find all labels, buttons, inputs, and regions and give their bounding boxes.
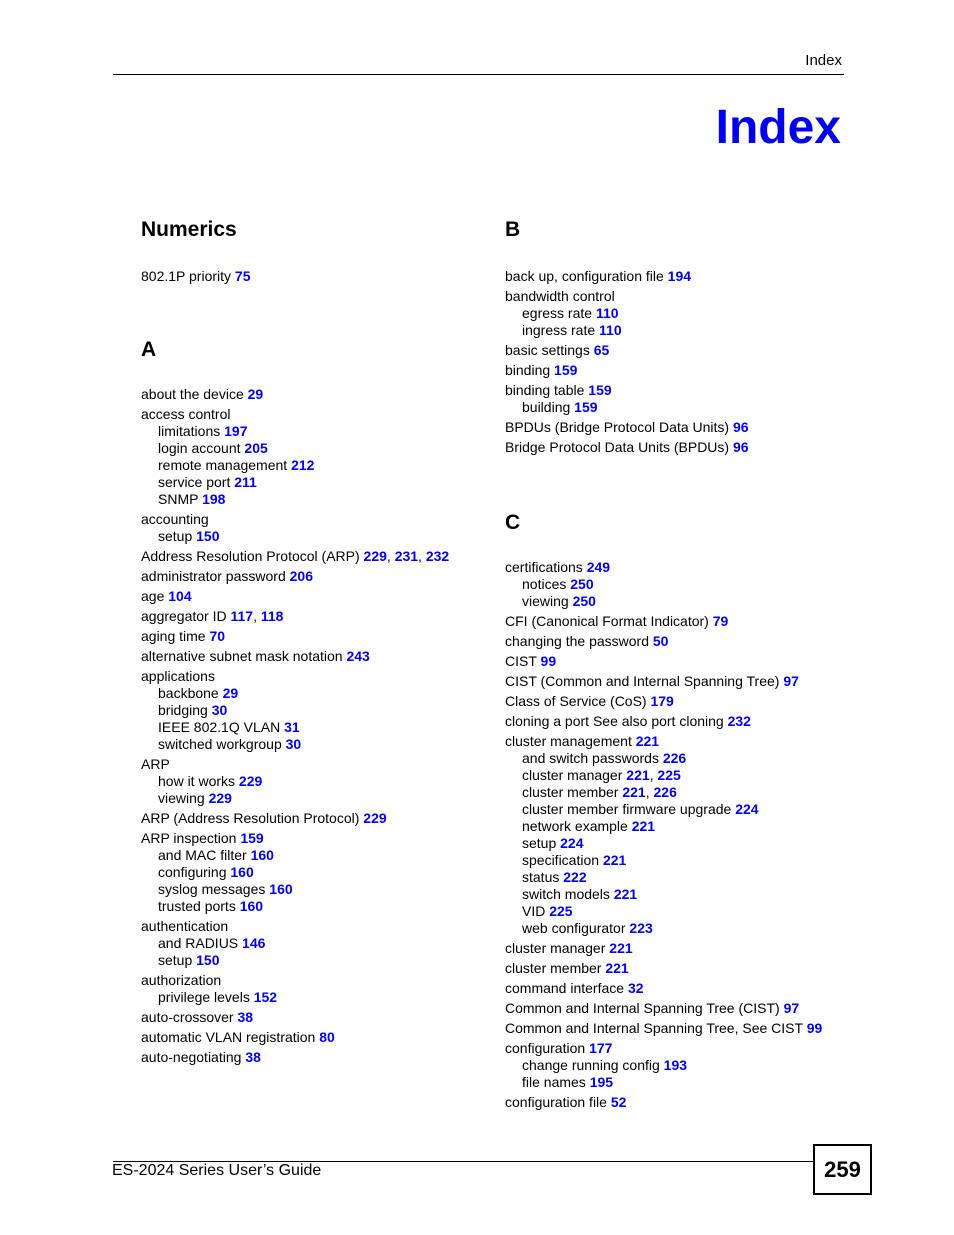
index-term: ARP (Address Resolution Protocol) [141,810,360,826]
index-subentry [141,474,481,491]
index-entry [141,1029,481,1046]
index-subentry [141,952,481,969]
page-link[interactable]: 225 [657,767,681,783]
index-subentry [141,719,481,736]
page-link[interactable]: 118 [260,608,284,624]
page-link[interactable]: 80 [319,1029,335,1045]
page-link[interactable]: 160 [269,881,293,897]
index-entry-group [505,1040,845,1091]
index-entry [505,382,845,399]
index-entry [505,559,845,576]
index-term: Class of Service (CoS) [505,693,647,709]
index-entry-group [141,628,481,645]
index-subentry [141,881,481,898]
page-link[interactable]: 110 [599,322,622,338]
page-link[interactable]: 232 [727,713,751,729]
index-term: service port [158,474,231,490]
index-entry [141,568,481,585]
index-term: privilege levels [158,989,250,1005]
page-link[interactable]: 99 [540,653,557,669]
index-term: IEEE 802.1Q VLAN [158,719,281,735]
page-link[interactable]: 79 [712,613,729,629]
page-link[interactable]: 221 [626,767,650,783]
index-entry-group [141,756,481,807]
page-link[interactable]: 30 [211,702,228,718]
index-entry-group [141,648,481,665]
index-term: Common and Internal Spanning Tree (CIST) [505,1000,780,1016]
page-link[interactable]: 194 [667,268,692,284]
index-subentry [505,322,845,339]
page-link[interactable]: 75 [234,268,251,284]
page-link[interactable]: 117 [230,608,254,624]
index-term: accounting [141,511,209,527]
index-subentry [505,399,845,416]
page-link[interactable]: 52 [610,1094,627,1110]
page-link[interactable]: 160 [250,847,274,863]
index-subentry [141,440,481,457]
index-entry [505,713,845,730]
index-entry-group [141,668,481,753]
index-entry [505,613,845,630]
page-link[interactable]: 212 [291,457,315,473]
index-term: web configurator [522,920,626,936]
index-entry [505,980,845,997]
page-link[interactable]: 221 [605,960,629,976]
index-entry-group [505,439,845,456]
index-entry-group [505,613,845,630]
index-subentry [505,801,845,818]
index-subentry [141,528,481,545]
section-letter-b: B [505,218,521,241]
index-subentry [141,736,481,753]
index-term: syslog messages [158,881,266,897]
index-term: cloning a port See also port cloning [505,713,724,729]
index-subentry [141,989,481,1006]
index-entry [505,1000,845,1017]
index-entry-group [505,288,845,339]
index-entry [505,439,845,456]
index-term: cluster member [522,784,619,800]
index-entry-group [505,382,845,416]
index-entry [141,511,481,528]
index-term: about the device [141,386,244,402]
index-entry [141,1049,481,1066]
page-link[interactable]: 243 [346,648,370,664]
index-subentry [505,818,845,835]
page-link[interactable]: 31 [284,719,300,735]
index-entry-group [505,653,845,670]
page-link[interactable]: 229 [238,773,263,789]
index-entry-group [141,830,481,915]
index-entry-group [505,693,845,710]
index-term: cluster manager [505,940,606,956]
index-term: and switch passwords [522,750,659,766]
index-term: switched workgroup [158,736,282,752]
index-subentry [505,576,845,593]
index-entry [141,1009,481,1026]
index-term: command interface [505,980,625,996]
index-entry-group [505,733,845,937]
index-entry-group [141,588,481,605]
index-term: remote management [158,457,288,473]
section-entries-a [141,386,481,1066]
index-entry [141,406,481,423]
index-entry [141,830,481,847]
index-term: age [141,588,165,604]
index-entry-group [505,268,845,285]
index-term: cluster manager [522,767,623,783]
index-entry-group [141,511,481,545]
index-term: bridging [158,702,208,718]
index-term: auto-negotiating [141,1049,242,1065]
index-subentry [141,773,481,790]
running-header-label: Index [805,52,842,69]
index-entry-group [141,386,481,403]
page-link[interactable]: 250 [572,593,596,609]
page-link[interactable]: 224 [560,835,584,851]
index-entry-group [505,342,845,359]
index-entry [505,268,845,285]
index-term: setup [158,528,193,544]
index-term: authentication [141,918,229,934]
section-letter-numerics: Numerics [141,218,237,241]
index-entry-group [505,1094,845,1111]
index-term: and RADIUS [158,935,239,951]
index-term: authorization [141,972,222,988]
index-term: SNMP [158,491,199,507]
page-link[interactable]: 150 [196,528,220,544]
page-link[interactable]: 97 [783,673,799,689]
index-term: CIST [505,653,537,669]
index-entry-group [141,1009,481,1026]
index-term: how it works [158,773,236,789]
section-entries-numerics [141,268,481,285]
index-entry [141,628,481,645]
index-term: basic settings [505,342,590,358]
index-entry [141,668,481,685]
index-term: ARP [141,756,170,772]
page-link[interactable]: 159 [554,362,578,378]
index-entry [141,918,481,935]
page-link[interactable]: 160 [230,864,254,880]
page-title: Index [715,101,841,154]
index-entry [141,972,481,989]
index-term: CIST (Common and Internal Spanning Tree) [505,673,780,689]
page-link[interactable]: 160 [239,898,264,914]
index-term: cluster member [505,960,602,976]
index-term: setup [522,835,557,851]
index-subentry [141,864,481,881]
index-subentry [141,847,481,864]
index-term: specification [522,852,600,868]
index-term: Bridge Protocol Data Units (BPDUs) [505,439,730,455]
index-term: switch models [522,886,610,902]
page-link[interactable]: 177 [589,1040,613,1056]
page-link[interactable]: 223 [629,920,653,936]
index-entry-group [505,419,845,436]
index-entry [505,288,845,305]
page-link[interactable]: 198 [202,491,226,507]
page-link[interactable]: 221 [631,818,656,834]
index-entry [505,960,845,977]
index-term: access control [141,406,231,422]
index-entry: aggregator ID 117, 118 [141,608,284,624]
index-entry-group [141,972,481,1006]
index-entry [141,648,481,665]
index-subentry [505,835,845,852]
index-term: 802.1P priority [141,268,232,284]
index-subentry [505,903,845,920]
page-link[interactable]: 65 [593,342,610,358]
index-subentry [505,1074,845,1091]
page-link[interactable]: 225 [549,903,573,919]
index-subentry [141,935,481,952]
index-term: automatic VLAN registration [141,1029,316,1045]
page-link[interactable]: 229 [363,810,387,826]
index-term: limitations [158,423,221,439]
index-entry-group [141,268,481,285]
page-link[interactable]: 197 [224,423,248,439]
index-term: certifications [505,559,583,575]
index-term: aggregator ID [141,608,227,624]
page-link[interactable]: 211 [234,474,257,490]
index-term: change running config [522,1057,660,1073]
index-term: VID [522,903,546,919]
page-link[interactable]: 229 [363,548,387,564]
page-link[interactable]: 159 [240,830,264,846]
page-link[interactable]: 226 [662,750,687,766]
index-entry [505,940,845,957]
page-link[interactable]: 104 [168,588,192,604]
page-link[interactable]: 38 [237,1009,254,1025]
index-term: egress rate [522,305,593,321]
page-link[interactable]: 32 [627,980,644,996]
index-term: CFI (Canonical Format Indicator) [505,613,709,629]
index-entry [141,386,481,403]
index-entry [505,362,845,379]
index-entry [505,693,845,710]
index-term: setup [158,952,193,968]
page-link[interactable]: 97 [783,1000,800,1016]
index-entry-group [505,362,845,379]
index-entry-group [505,713,845,730]
index-subentry [505,305,845,322]
index-term: login account [158,440,241,456]
index-subentry [505,869,845,886]
index-entry-group [141,548,481,565]
page-link[interactable]: 206 [289,568,313,584]
index-entry-group [141,1029,481,1046]
index-entry [141,588,481,605]
index-entry: Address Resolution Protocol (ARP) 229, 231, 232 [141,548,450,564]
index-entry-group [505,980,845,997]
index-subentry [505,750,845,767]
page-link[interactable]: 70 [209,628,226,644]
index-term: viewing [158,790,205,806]
index-entry [505,342,845,359]
index-subentry: cluster member 221, 226 [522,784,677,800]
index-term: aging time [141,628,206,644]
header-rule [113,74,844,75]
page-link[interactable]: 224 [735,801,759,817]
section-letter-c: C [505,511,521,534]
index-entry [505,1094,845,1111]
index-term: network example [522,818,628,834]
index-entry [141,756,481,773]
index-term: viewing [522,593,569,609]
page-link[interactable]: 29 [222,685,239,701]
index-entry [141,268,481,285]
index-subentry [505,593,845,610]
index-entry-group [141,608,481,625]
index-entry-group [141,406,481,508]
page-link[interactable]: 221 [635,733,660,749]
page-link[interactable]: 30 [285,736,302,752]
page-link[interactable]: 38 [245,1049,261,1065]
index-term: status [522,869,560,885]
page-link[interactable]: 229 [208,790,232,806]
index-entry [141,810,481,827]
index-entry [505,1040,845,1057]
page-link[interactable]: 221 [622,784,646,800]
index-term: configuration file [505,1094,607,1110]
index-term: configuring [158,864,227,880]
index-term: Common and Internal Spanning Tree, See CIST [505,1020,803,1036]
index-term: backbone [158,685,219,701]
page-link[interactable]: 231 [394,548,419,564]
index-term: cluster member firmware upgrade [522,801,732,817]
index-term: BPDUs (Bridge Protocol Data Units) [505,419,730,435]
index-subentry [141,702,481,719]
page-number: 259 [813,1144,872,1195]
index-entry-group [141,810,481,827]
page-link[interactable]: 232 [425,548,450,564]
index-subentry [141,457,481,474]
page-link[interactable]: 226 [653,784,677,800]
page-link[interactable]: 221 [602,852,627,868]
index-term: and MAC filter [158,847,247,863]
index-entry-group [505,633,845,650]
page-link[interactable]: 195 [589,1074,614,1090]
index-entry [505,653,845,670]
index-entry-group [141,1049,481,1066]
index-term: binding [505,362,551,378]
index-subentry [505,886,845,903]
page-link[interactable]: 96 [732,419,749,435]
page-link[interactable]: 222 [563,869,587,885]
page-link[interactable]: 221 [613,886,638,902]
page-link[interactable]: 99 [806,1020,823,1036]
index-term: trusted ports [158,898,236,914]
page-link[interactable]: 29 [247,386,264,402]
index-term: binding table [505,382,585,398]
page-link[interactable]: 221 [609,940,633,956]
page-link[interactable]: 110 [595,305,619,321]
page-link[interactable]: 249 [586,559,611,575]
index-subentry [505,920,845,937]
index-term: back up, configuration file [505,268,664,284]
index-entry [505,1020,845,1037]
index-term: auto-crossover [141,1009,234,1025]
index-subentry [505,1057,845,1074]
index-term: applications [141,668,215,684]
index-term: cluster management [505,733,632,749]
index-entry-group [505,559,845,610]
index-entry-group [505,673,845,690]
section-entries-c [505,559,845,1111]
index-subentry [141,491,481,508]
page-link[interactable]: 159 [574,399,598,415]
page-link[interactable]: 152 [253,989,278,1005]
index-subentry [141,685,481,702]
index-entry-group [505,1000,845,1017]
index-term: alternative subnet mask notation [141,648,343,664]
index-term: bandwidth control [505,288,615,304]
page-link[interactable]: 250 [570,576,594,592]
index-entry-group [505,1020,845,1037]
index-entry-group [505,960,845,977]
index-entry [505,419,845,436]
index-entry-group [141,568,481,585]
index-term: configuration [505,1040,586,1056]
footer-guide-title: ES-2024 Series User’s Guide [112,1162,322,1179]
index-subentry [141,898,481,915]
page-link[interactable]: 50 [652,633,669,649]
index-subentry [141,423,481,440]
page-link[interactable]: 96 [732,439,749,455]
index-subentry [141,790,481,807]
index-term: administrator password [141,568,286,584]
page-link[interactable]: 193 [663,1057,688,1073]
index-term: ingress rate [522,322,596,338]
section-entries-b [505,268,845,456]
index-term: file names [522,1074,586,1090]
index-entry [505,733,845,750]
index-entry [505,673,845,690]
index-entry-group [141,918,481,969]
index-subentry [505,852,845,869]
page-link[interactable]: 146 [242,935,266,951]
index-term: building [522,399,571,415]
index-subentry: cluster manager 221, 225 [522,767,681,783]
index-term: Address Resolution Protocol (ARP) [141,548,360,564]
index-term: ARP inspection [141,830,237,846]
page-link[interactable]: 179 [650,693,674,709]
section-letter-a: A [141,338,157,361]
index-entry [505,633,845,650]
index-term: notices [522,576,567,592]
page-link[interactable]: 150 [196,952,220,968]
index-entry-group [505,940,845,957]
page-link[interactable]: 159 [588,382,612,398]
index-term: changing the password [505,633,649,649]
page-link[interactable]: 205 [244,440,268,456]
